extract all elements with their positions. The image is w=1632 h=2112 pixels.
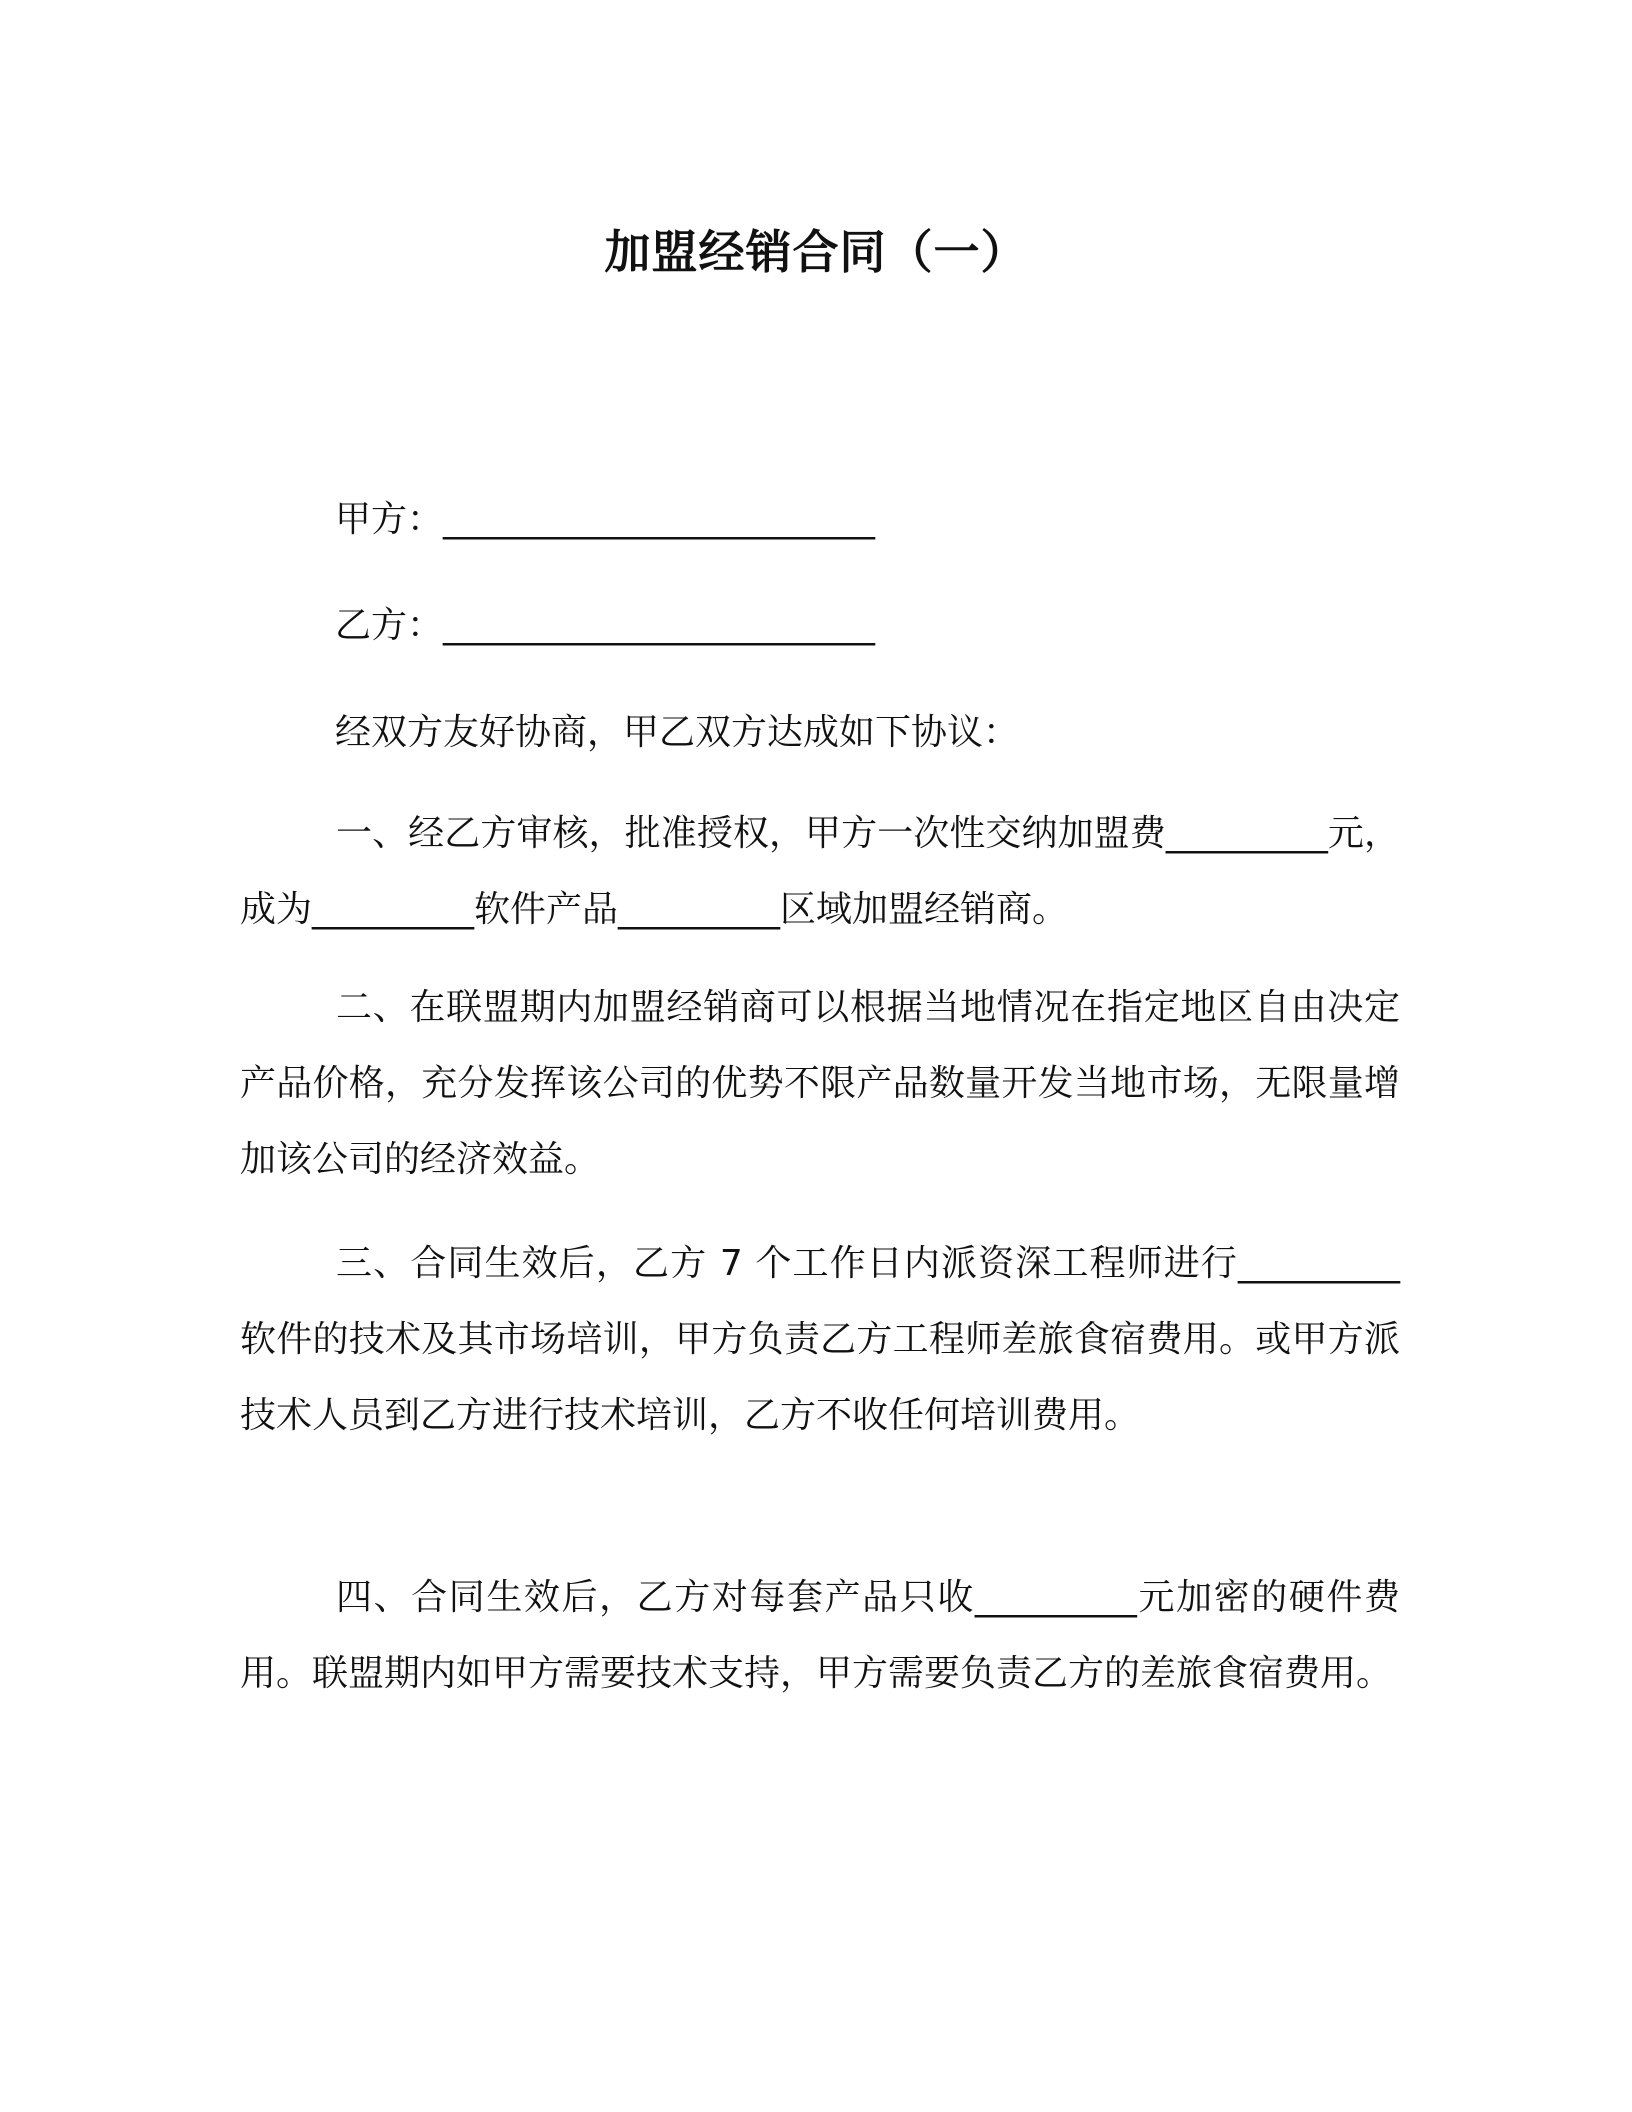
- intro-paragraph: 经双方友好协商，甲乙双方达成如下协议：: [335, 712, 1020, 753]
- document-title: 加盟经销合同（一）: [604, 225, 1028, 279]
- clause-3: 三、合同生效后，乙方 7 个工作日内派资深工程师进行_________软件的技术及其市场培训，甲方负责乙方工程师差旅食宿费用。或甲方派技术人员到乙方进行技术培训，乙方不收任何培训费用。: [240, 1243, 1400, 1436]
- clause-1: 一、经乙方审核，批准授权，甲方一次性交纳加盟费_________元，成为_________软件产品_________区域加盟经销商。: [240, 813, 1400, 930]
- clause-2: 二、在联盟期内加盟经销商可以根据当地情况在指定地区自由决定产品价格，充分发挥该公司的优势不限产品数量开发当地市场，无限量增加该公司的经济效益。: [240, 987, 1400, 1180]
- party-b-line: 乙方：________________________: [335, 605, 876, 646]
- party-a-line: 甲方：________________________: [335, 499, 876, 540]
- clause-4: 四、合同生效后，乙方对每套产品只收_________元加密的硬件费用。联盟期内如甲方需要技术支持，甲方需要负责乙方的差旅食宿费用。: [240, 1577, 1400, 1694]
